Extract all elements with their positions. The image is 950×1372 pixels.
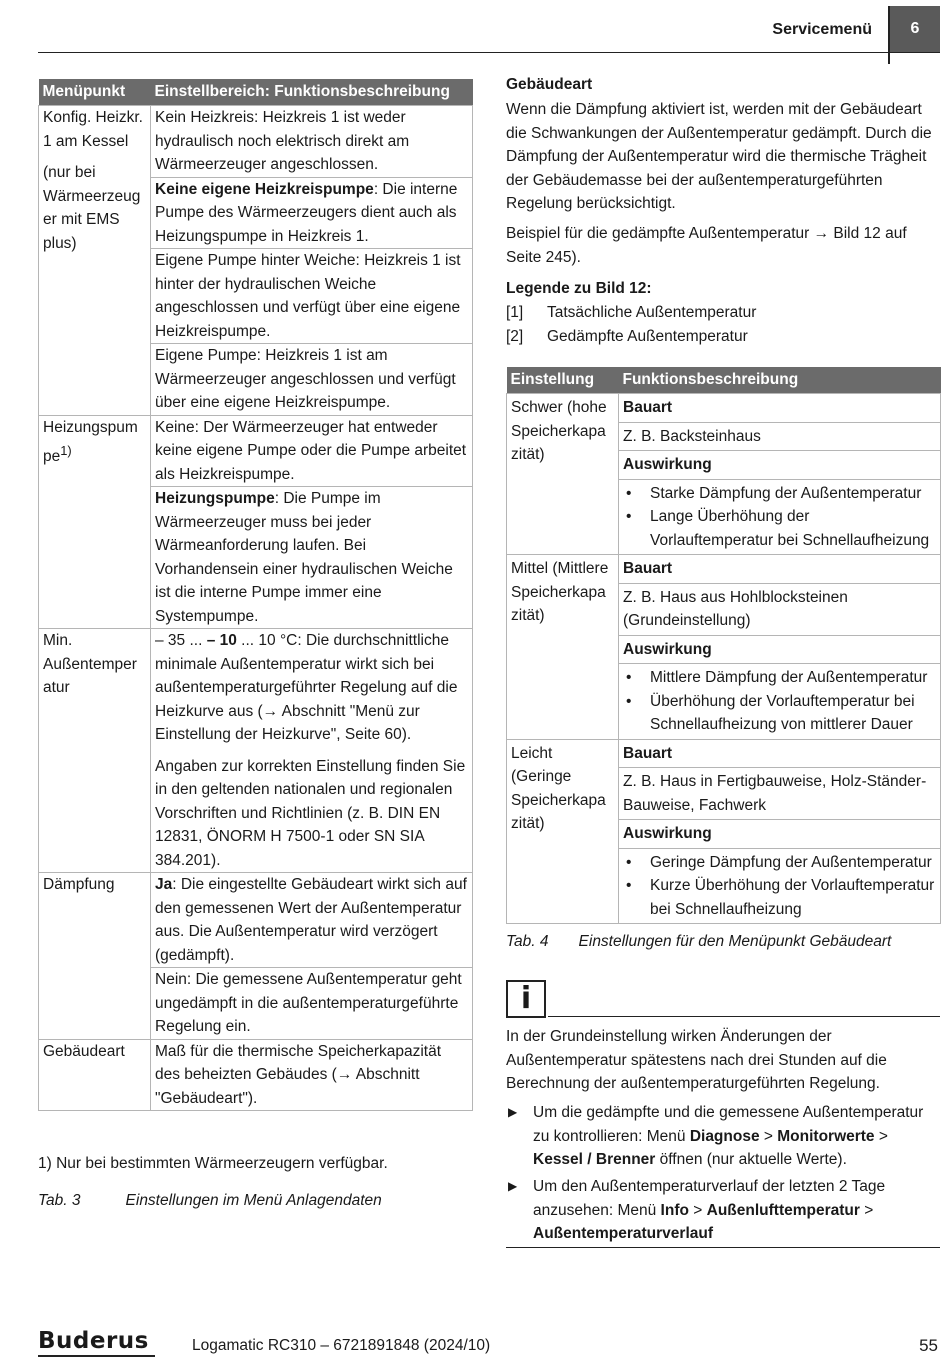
option-cell: – 35 ... – 10 ... 10 °C: Die durchschnittliche minimale Außentemperatur wirkt sich bei außentemperaturgeführter Regelung auf die Heizkurve aus (→ Abschnitt "Menü zur Einstellung der Heizkurve", Seite 60). Angaben zur korrekten Einstellung finden Sie in den geltenden nationalen und regionalen Vorschriften und Richtlinien (z. B. DIN EN 12831, ÖNORM H 7500-1 oder SN SIA 384.201). bbox=[151, 629, 473, 873]
table-row bbox=[39, 629, 473, 873]
menu-item-cell: Min. Außentemper atur bbox=[39, 629, 151, 873]
paragraph: Wenn die Dämpfung aktiviert ist, werden mit der Gebäudeart die Schwankungen der Außentemperatur gedämpft. Durch die Dämpfung der Außentemperatur wird die thermische Trägheit der Gebäudemasse bei der außentemperaturgeführten Regelung berücksichtigt. bbox=[506, 101, 932, 212]
table-header-funktionsbeschreibung: Funktionsbeschreibung bbox=[619, 367, 941, 394]
menu-item-label: Konfig. Heizkr. 1 am Kessel bbox=[43, 109, 143, 150]
list-item: • Mittlere Dämpfung der Außentemperatur bbox=[623, 666, 936, 690]
option-cell: Nein: Die gemessene Außentemperatur geht ungedämpft in die außentemperaturgeführte Regelung ein. bbox=[151, 968, 473, 1040]
option-cell: Keine: Der Wärmeerzeuger hat entweder keine eigene Pumpe oder die Pumpe arbeitet als Heizkreispumpe. bbox=[151, 415, 473, 487]
arrow-right-icon: ▶ bbox=[508, 1105, 518, 1119]
info-icon: i bbox=[506, 980, 546, 1018]
setting-cell: Mittel (Mittlere Speicherkapa zität) bbox=[507, 555, 619, 740]
table-header-menupunkt: Menüpunkt bbox=[39, 79, 151, 106]
list-item: • Geringe Dämpfung der Außentemperatur bbox=[623, 851, 936, 875]
table-anlagendaten bbox=[38, 79, 473, 1111]
list-item: • Überhöhung der Vorlauftemperatur bei Schnellaufheizung von mittlerer Dauer bbox=[623, 690, 936, 737]
info-rule bbox=[548, 1016, 940, 1017]
arrow-right-icon: ▶ bbox=[508, 1179, 518, 1193]
table-header-einstellbereich: Einstellbereich: Funktionsbeschreibung bbox=[151, 79, 473, 106]
table-gebaeudeart bbox=[506, 367, 941, 924]
option-cell: Eigene Pumpe: Heizkreis 1 ist am Wärmeerzeuger angeschlossen und verfügt über eine eigene Heizkreispumpe. bbox=[151, 344, 473, 416]
paragraph: Beispiel für die gedämpfte Außentemperatur → Bild 12 auf Seite 245). bbox=[506, 225, 907, 266]
option-cell: Kein Heizkreis: Heizkreis 1 ist weder hydraulisch noch elektrisch direkt am Wärmeerzeuger angeschlossen. bbox=[151, 106, 473, 178]
menu-item-cell: Gebäudeart bbox=[39, 1039, 151, 1111]
action-step: ▶ Um die gedämpfte und die gemessene Außentemperatur zu kontrollieren: Menü Diagnose > Monitorwerte > Kessel / Brenner öffnen (nur aktuelle Werte). bbox=[506, 1101, 942, 1172]
effects-cell bbox=[619, 479, 941, 555]
option-cell: Keine eigene Heizkreispumpe: Die interne Pumpe des Wärmeerzeugers dient auch als Heizungspumpe in Heizkreis 1. bbox=[151, 177, 473, 249]
menu-item-note: (nur bei Wärmeerzeug er mit EMS plus) bbox=[43, 164, 141, 252]
auswirkung-label: Auswirkung bbox=[619, 635, 941, 664]
setting-cell: Schwer (hohe Speicherkapa zität) bbox=[507, 394, 619, 555]
brand-logo: Buderus bbox=[38, 1328, 149, 1354]
section-title: Servicemenü bbox=[772, 21, 872, 38]
option-cell: Ja: Die eingestellte Gebäudeart wirkt sich auf den gemessenen Wert der Außentemperatur aus. Die Außentemperatur wird verzögert (gedämpft). bbox=[151, 873, 473, 968]
table-header-einstellung: Einstellung bbox=[507, 367, 619, 394]
legend-item: [1] Tatsächliche Außentemperatur bbox=[506, 304, 757, 321]
legend-title: Legende zu Bild 12: bbox=[506, 280, 652, 297]
bauart-value: Z. B. Backsteinhaus bbox=[619, 422, 941, 451]
table-row bbox=[507, 739, 941, 768]
logo-underline bbox=[38, 1355, 155, 1357]
auswirkung-label: Auswirkung bbox=[619, 451, 941, 480]
option-note: Angaben zur korrekten Einstellung finden Sie in den geltenden nationalen und regionalen Vorschriften und Richtlinien (z. B. DIN EN 12831, ÖNORM H 7500-1 oder SN SIA 384.201). bbox=[155, 757, 466, 869]
footnote: 1) Nur bei bestimmten Wärmeerzeugern verfügbar. bbox=[38, 1155, 388, 1172]
menu-item-cell: Dämpfung bbox=[39, 873, 151, 1040]
menu-item-cell bbox=[39, 106, 151, 416]
legend-item: [2] Gedämpfte Außentemperatur bbox=[506, 328, 748, 345]
table-row bbox=[39, 873, 473, 968]
bauart-label: Bauart bbox=[619, 394, 941, 423]
table-caption: Tab. 4 Einstellungen für den Menüpunkt Gebäudeart bbox=[506, 933, 892, 950]
list-item: • Lange Überhöhung der Vorlauftemperatur bei Schnellaufheizung bbox=[623, 505, 936, 552]
section-heading: Gebäudeart bbox=[506, 76, 593, 93]
chapter-number: 6 bbox=[890, 6, 940, 52]
option-cell: Eigene Pumpe hinter Weiche: Heizkreis 1 ist hinter der hydraulischen Weiche angeschlossen und verfügt über eine eigene Heizkreispumpe. bbox=[151, 249, 473, 344]
table-row bbox=[39, 1039, 473, 1111]
bauart-value: Z. B. Haus in Fertigbauweise, Holz-Ständer-Bauweise, Fachwerk bbox=[619, 768, 941, 820]
list-item: • Kurze Überhöhung der Vorlauftemperatur bei Schnellaufheizung bbox=[623, 874, 936, 921]
effects-cell bbox=[619, 848, 941, 924]
table-row bbox=[39, 415, 473, 487]
list-item: • Starke Dämpfung der Außentemperatur bbox=[623, 482, 936, 506]
document-reference: Logamatic RC310 – 6721891848 (2024/10) bbox=[192, 1337, 491, 1354]
effects-cell bbox=[619, 664, 941, 740]
table-row bbox=[39, 106, 473, 178]
action-step: ▶ Um den Außentemperaturverlauf der letzten 2 Tage anzusehen: Menü Info > Außenlufttemperatur > Außentemperaturverlauf bbox=[506, 1175, 942, 1246]
option-cell: Maß für die thermische Speicherkapazität des beheizten Gebäudes (→ Abschnitt "Gebäudeart"). bbox=[151, 1039, 473, 1111]
auswirkung-label: Auswirkung bbox=[619, 820, 941, 849]
section-end-rule bbox=[506, 1247, 940, 1248]
option-cell: Heizungspumpe: Die Pumpe im Wärmeerzeuger muss bei jeder Wärmeanforderung laufen. Bei Vorhandensein einer hydraulischen Weiche ist die interne Pumpe immer eine Systempumpe. bbox=[151, 487, 473, 629]
table-row bbox=[507, 555, 941, 584]
setting-cell: Leicht (Geringe Speicherkapa zität) bbox=[507, 739, 619, 924]
info-text: In der Grundeinstellung wirken Änderungen der Außentemperatur spätestens nach drei Stunden auf die Berechnung der außentemperaturgeführten Regelung. bbox=[506, 1028, 887, 1092]
page-number: 55 bbox=[919, 1336, 938, 1355]
header-rule bbox=[38, 52, 940, 53]
table-row bbox=[507, 394, 941, 423]
bauart-value: Z. B. Haus aus Hohlblocksteinen (Grundeinstellung) bbox=[619, 583, 941, 635]
bauart-label: Bauart bbox=[619, 555, 941, 584]
table-caption: Tab. 3 Einstellungen im Menü Anlagendaten bbox=[38, 1192, 382, 1209]
menu-item-cell: Heizungspum $pe^{1)}$ bbox=[39, 415, 151, 629]
bauart-label: Bauart bbox=[619, 739, 941, 768]
